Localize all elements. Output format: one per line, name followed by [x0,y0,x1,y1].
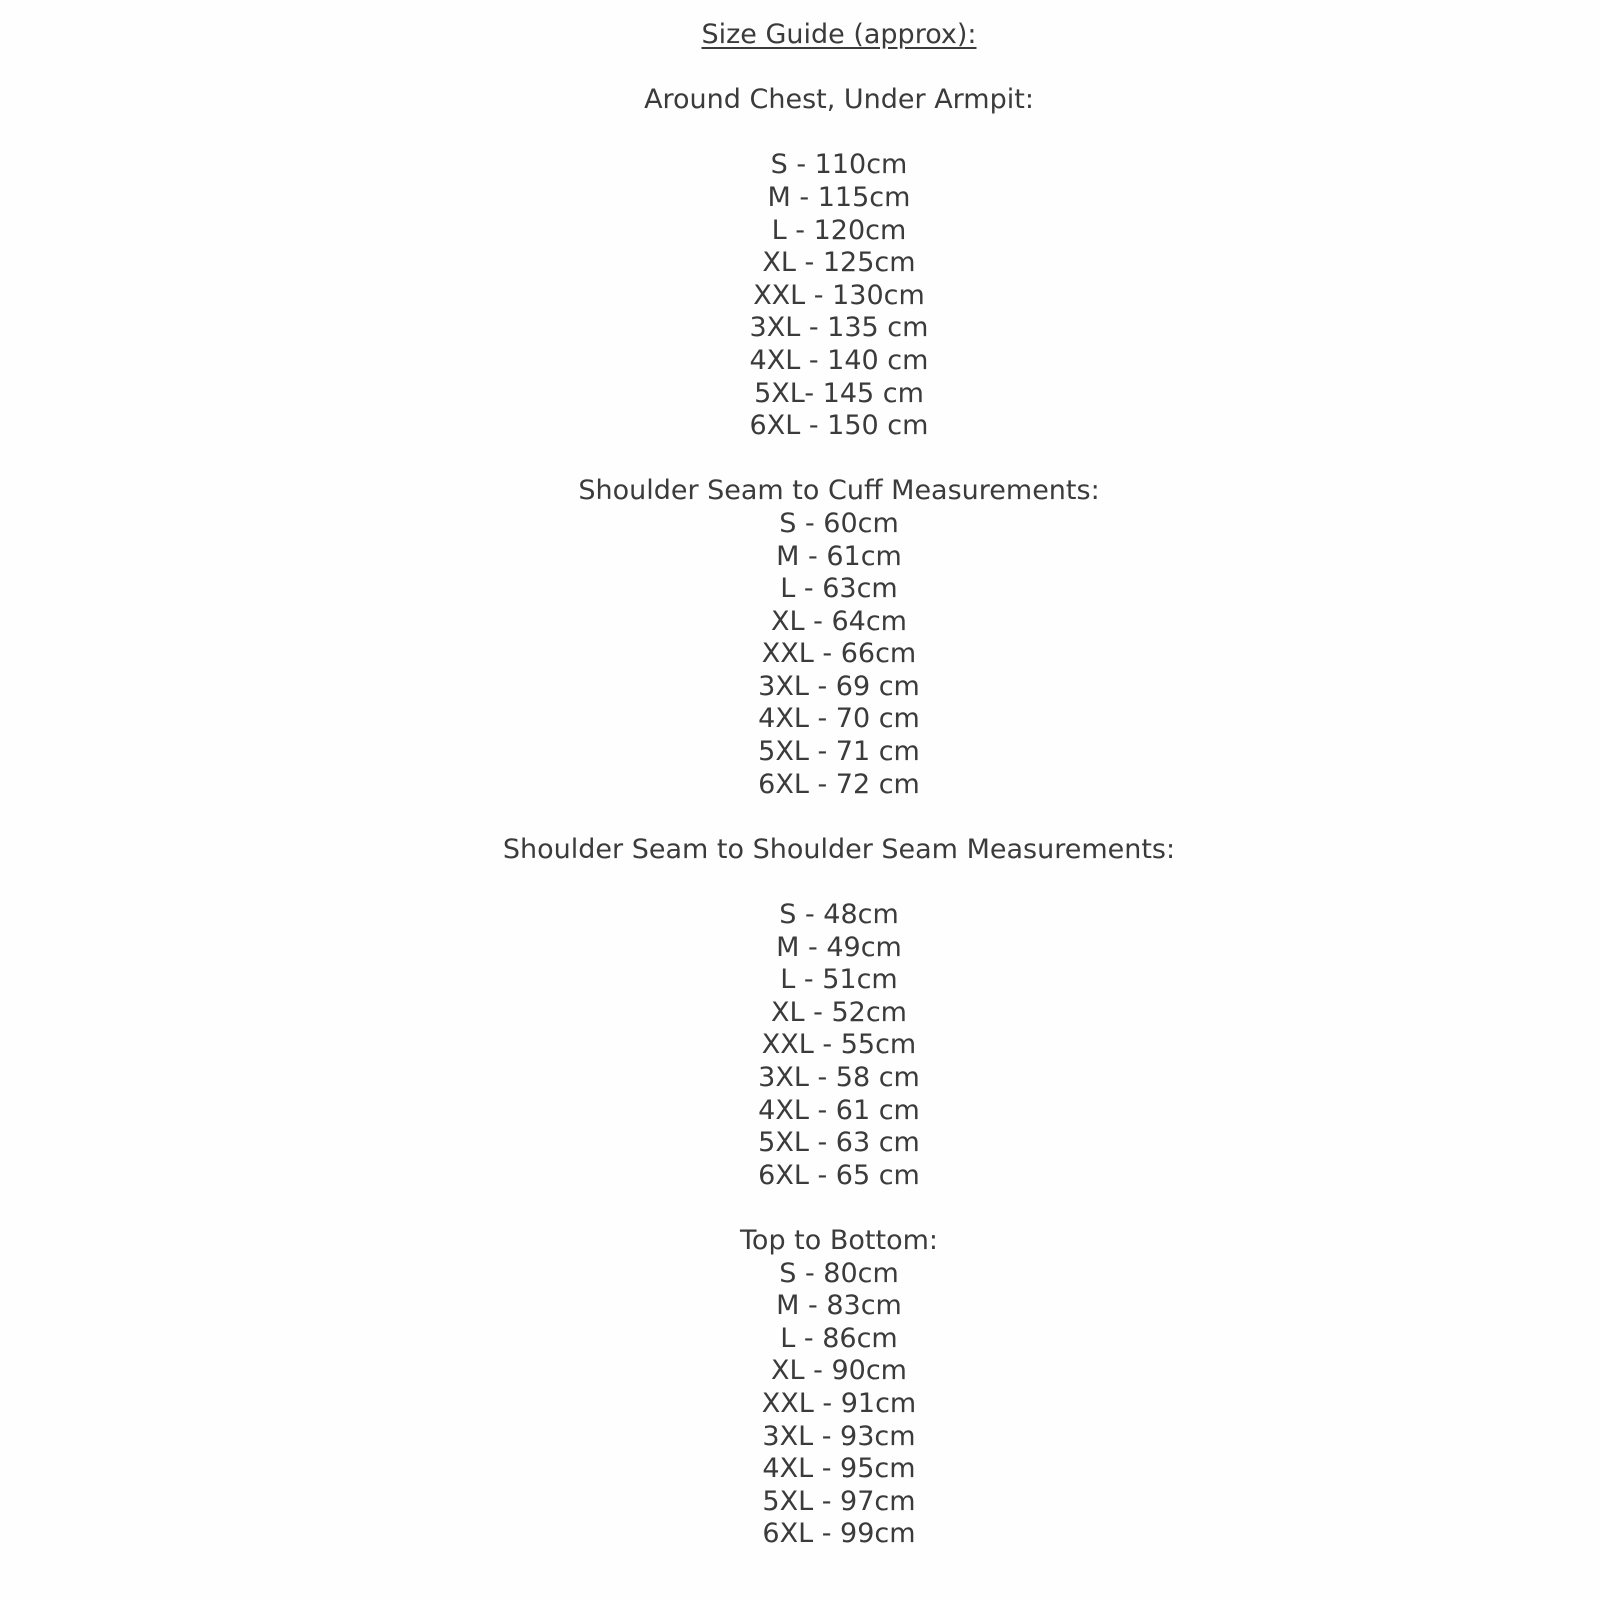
section-shoulder-to-shoulder [78,834,1600,1193]
size-row: M - 49cm [776,931,902,963]
section-heading: Shoulder Seam to Shoulder Seam Measurements: [502,833,1176,865]
section-top-to-bottom [78,1225,1600,1551]
size-row: 5XL- 145 cm [754,377,924,409]
size-row: 6XL - 150 cm [749,410,929,442]
blank-line [78,866,1600,899]
size-row: 3XL - 93cm [762,1420,916,1452]
size-row: 3XL - 69 cm [758,670,920,702]
size-row: 5XL - 71 cm [758,736,920,768]
size-row: S - 60cm [779,507,899,539]
page-title: Size Guide (approx): [701,19,977,50]
size-row: 5XL - 97cm [762,1485,916,1517]
section-heading: Shoulder Seam to Cuff Measurements: [578,475,1100,507]
size-row: XXL - 66cm [761,638,917,670]
size-row: M - 115cm [767,181,911,213]
blank-line [78,801,1600,834]
size-row: XL - 64cm [771,605,907,637]
section-heading: Around Chest, Under Armpit: [644,84,1034,116]
section-shoulder-to-cuff [78,475,1600,801]
size-row: L - 63cm [780,573,898,605]
size-row: S - 80cm [779,1257,899,1289]
size-row: M - 61cm [776,540,902,572]
size-guide-document [78,19,1600,1551]
size-row: 3XL - 135 cm [749,312,929,344]
size-row: 4XL - 70 cm [758,703,920,735]
size-row: XXL - 91cm [761,1387,917,1419]
size-row: S - 110cm [770,149,908,181]
size-row: L - 120cm [771,214,907,246]
section-around-chest [78,84,1600,443]
size-row: 4XL - 140 cm [749,344,929,376]
size-row: 4XL - 61 cm [758,1094,920,1126]
size-row: L - 51cm [780,964,898,996]
blank-line [78,443,1600,476]
size-row: XL - 90cm [771,1355,907,1387]
size-row: S - 48cm [779,899,899,931]
size-row: XXL - 55cm [761,1029,917,1061]
size-row: M - 83cm [776,1290,902,1322]
size-row: 6XL - 72 cm [758,768,920,800]
size-row: XL - 125cm [762,247,916,279]
size-row: 4XL - 95cm [762,1453,916,1485]
size-row: XL - 52cm [771,996,907,1028]
size-row: 3XL - 58 cm [758,1062,920,1093]
blank-line [78,117,1600,150]
section-heading: Top to Bottom: [740,1224,938,1256]
size-row: 5XL - 63 cm [758,1127,920,1159]
blank-line [78,1192,1600,1225]
blank-line [78,52,1600,85]
size-row: 6XL - 65 cm [758,1159,920,1191]
size-row: XXL - 130cm [753,279,925,311]
size-row: L - 86cm [780,1322,898,1354]
size-row: 6XL - 99cm [762,1518,916,1550]
